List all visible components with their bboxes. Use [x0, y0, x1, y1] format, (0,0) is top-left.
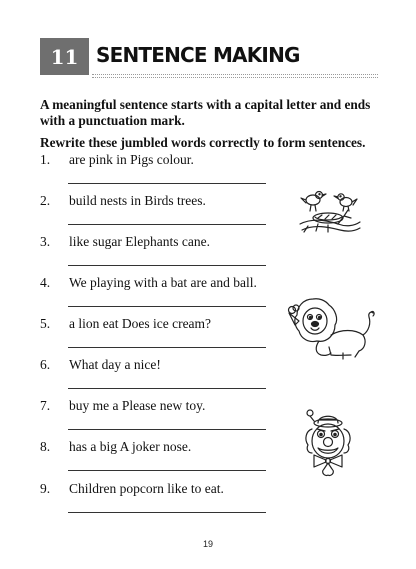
question-item	[40, 193, 280, 213]
answer-line[interactable]	[68, 347, 266, 348]
answer-line[interactable]	[68, 224, 266, 225]
question-item	[40, 398, 280, 418]
instruction-text: Rewrite these jumbled words correctly to form sentences.	[40, 135, 366, 150]
question-item	[40, 481, 280, 501]
joker-icon	[298, 405, 356, 483]
question-item	[40, 152, 280, 172]
question-text: are pink in Pigs colour.	[69, 152, 194, 167]
answer-line[interactable]	[68, 512, 266, 513]
header-divider	[92, 74, 378, 78]
question-number: 2.	[40, 193, 51, 208]
question-item	[40, 234, 280, 254]
question-number: 8.	[40, 439, 51, 454]
question-text: a lion eat Does ice cream?	[69, 316, 212, 331]
question-text: Children popcorn like to eat.	[69, 481, 224, 496]
birds-nest-icon	[298, 180, 362, 240]
chapter-number: 11	[50, 44, 79, 69]
answer-line[interactable]	[68, 388, 266, 389]
question-number: 1.	[40, 152, 51, 167]
question-number: 6.	[40, 357, 51, 372]
intro-text: A meaningful sentence starts with a capital letter and ends with a punctuation mark.	[40, 97, 371, 128]
answer-line[interactable]	[68, 306, 266, 307]
page-number: 19	[202, 539, 213, 549]
answer-line[interactable]	[68, 470, 266, 471]
question-item	[40, 316, 280, 336]
question-number: 5.	[40, 316, 51, 331]
question-number: 9.	[40, 481, 51, 496]
chapter-number-badge	[40, 38, 89, 75]
answer-line[interactable]	[68, 183, 266, 184]
chapter-header	[40, 38, 378, 78]
question-item	[40, 357, 280, 377]
question-text: has a big A joker nose.	[69, 439, 192, 454]
question-text: We playing with a bat are and ball.	[69, 275, 257, 290]
answer-line[interactable]	[68, 429, 266, 430]
question-number: 3.	[40, 234, 51, 249]
question-item	[40, 275, 280, 295]
lion-icon	[285, 295, 377, 361]
question-number: 4.	[40, 275, 51, 290]
question-number: 7.	[40, 398, 51, 413]
question-text: like sugar Elephants cane.	[69, 234, 210, 249]
question-text: build nests in Birds trees.	[69, 193, 206, 208]
question-text: What day a nice!	[69, 357, 161, 372]
answer-line[interactable]	[68, 265, 266, 266]
chapter-title: SENTENCE MAKING	[96, 43, 300, 67]
question-item	[40, 439, 280, 459]
question-text: buy me a Please new toy.	[69, 398, 206, 413]
